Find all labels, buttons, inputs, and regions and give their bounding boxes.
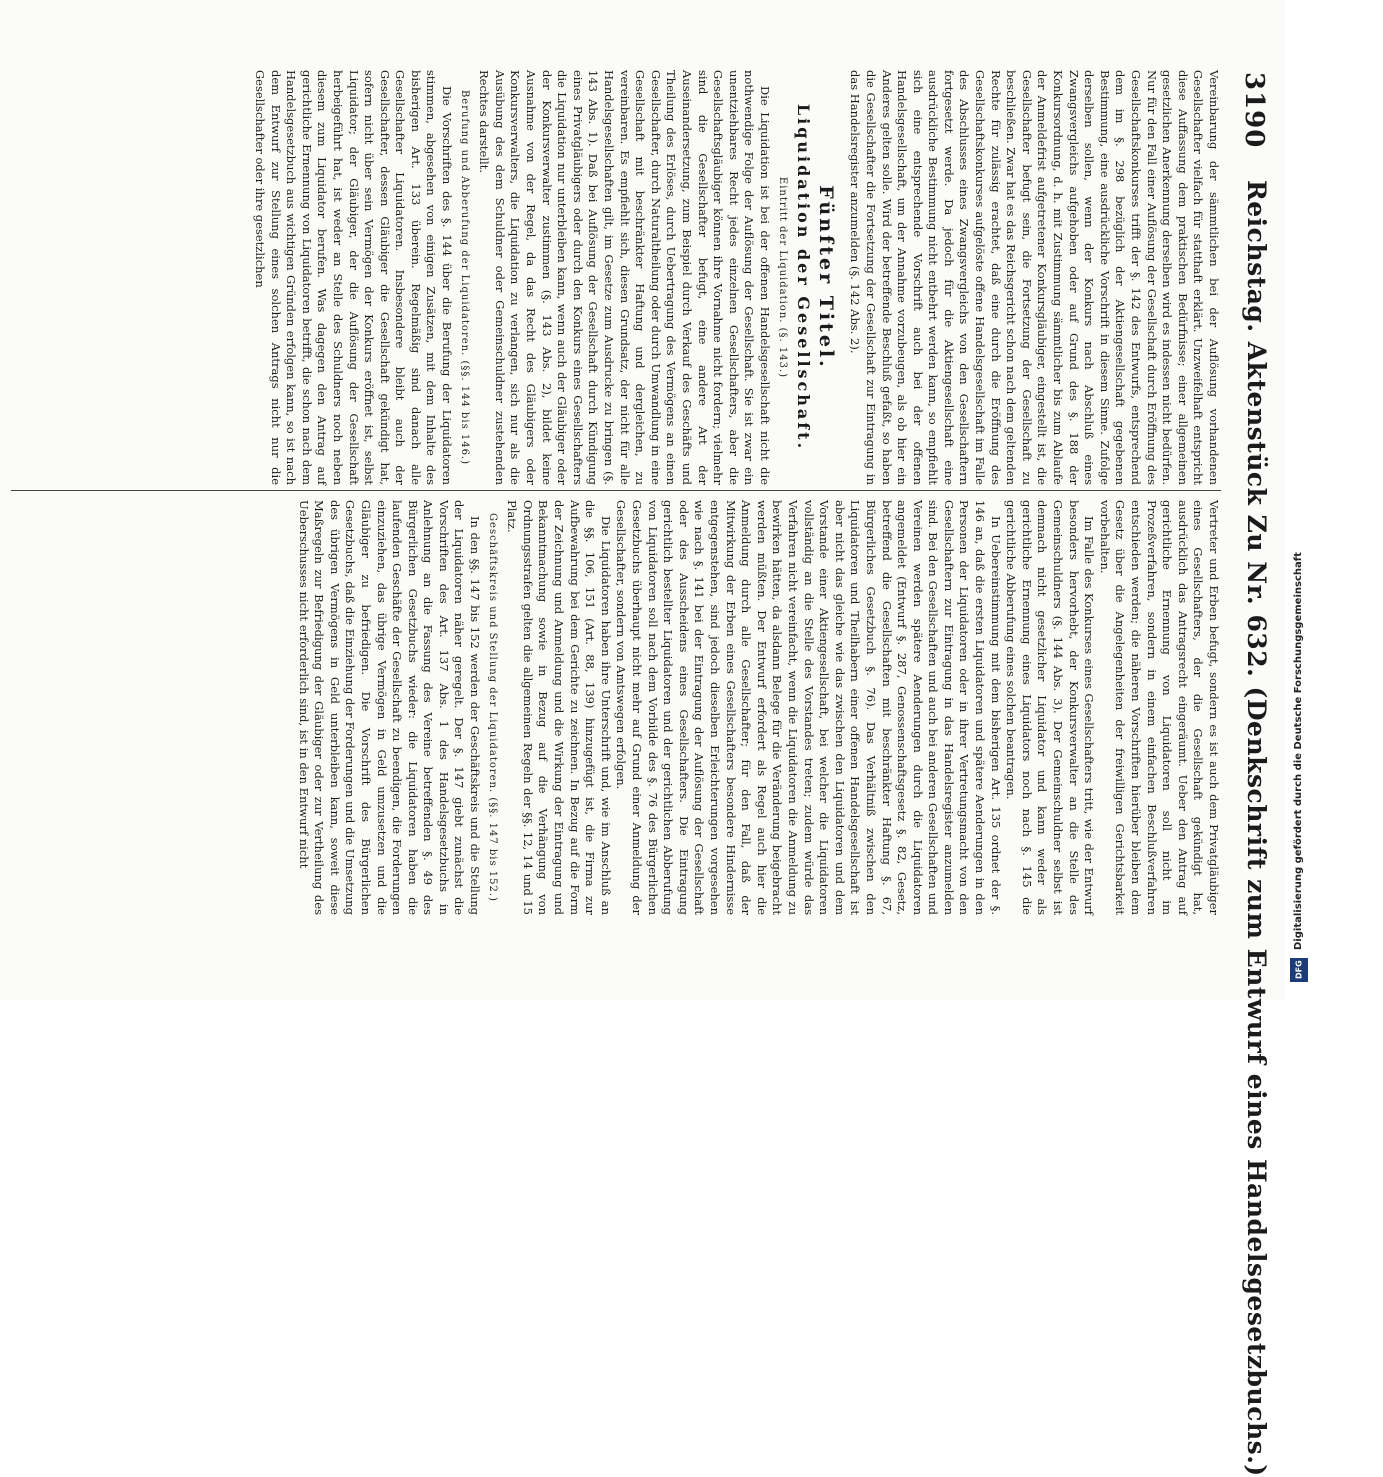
column-divider xyxy=(11,490,1221,491)
subheading: Eintritt der Liquidation. (§. 143.) xyxy=(776,176,788,379)
dfg-logo-icon: DFG xyxy=(1290,958,1308,982)
page-header xyxy=(1225,0,1285,1477)
running-head: Reichstag. Aktenstück Zu Nr. 632. (Denkschrift zum Entwurf eines Handelsgesetzbuchs.) xyxy=(1242,180,1271,1477)
left-column xyxy=(251,70,1221,485)
page-number: 3190 xyxy=(1239,72,1269,149)
subheading: Berufung und Abberufung der Liquidatoren. (§§. 144 bis 146.) xyxy=(458,89,470,466)
subheading: Geschäftskreis und Stellung der Liquidatoren. (§§. 147 bis 152.) xyxy=(486,513,498,902)
right-column xyxy=(295,500,1221,915)
paragraph: Vereinbarung der sämmtlichen bei der Auflösung vorhandenen Gesellschafter vielfach für statthaft erklärt. Unzweifelhaft entspricht diese Auffassung dem praktischen Bedürfnisse; einer allgemeinen gesetzlichen Anerkennung derselben wird es indessen nicht bedürfen. Nur für den Fall einer Auflösung der Gesellschaft durch Eröffnung des Gesellschaftskonkurses trifft der §. 142 des Entwurfs, entsprechend dem im §. 298 bezüglich der Aktiengesellschaft gegebenen Bestimmung, eine ausdrückliche Vorschrift in diesem Sinne. Zufolge derselben sollen, wenn der Konkurs nach Abschluß eines Zwangsvergleichs aufgehoben oder auf Grund des §. 188 der Konkursordnung, d. h. mit Zustimmung sämmtlicher bis zum Ablaufe der Anmeldefrist aufgetretener Konkursgläubiger, eingestellt ist, die Gesellschafter befugt sein, die Fortsetzung der Gesellschaft zu beschließen. Zwar hat es das Reichsgericht schon nach dem geltenden Rechte für zulässig erachtet, daß eine durch die Eröffnung des Gesellschaftskonkurses aufgelöste offene Handelsgesellschaft im Falle des Abschlusses eines Zwangsvergleichs von den Gesellschaftern fortgesetzt werde. Da jedoch für die Aktiengesellschaft eine ausdrückliche Bestimmung nicht entbehrt werden kann, so empfiehlt sich eine entsprechende Vorschrift auch bei der offenen Handelsgesellschaft, um der Annahme vorzubeugen, als ob hier ein Anderes gelten solle. Wird der betreffende Beschluß gefaßt, so haben die Gesellschafter die Fortsetzung der Gesellschaft zur Eintragung in das Handelsregister anzumelden (§. 142 Abs. 2). xyxy=(848,70,1221,485)
digitization-note: Digitalisierung gefördert durch die Deutsche Forschungsgemeinschaft xyxy=(1293,552,1304,950)
section-title: Fünfter Titel. xyxy=(814,185,837,370)
section-subtitle: Liquidation der Gesellschaft. xyxy=(794,103,814,452)
paragraph: In Uebereinstimmung mit dem bisherigen Art. 135 ordnet der §. 146 an, daß die ersten Liquidatoren und spätere Aenderungen in den Personen der Liquidatoren oder in ihrer Vertretungsmacht von den Gesellschaftern zur Eintragung in das Handelsregister anzumelden sind. Bei den Gesellschaften und auch bei anderen Gesellschaften und Vereinen werden spätere Aenderungen durch die Liquidatoren angemeldet (Entwurf §. 287, Genossenschaftsgesetz §. 82, Gesetz, betreffend die Gesellschaften mit beschränkter Haftung §. 67, Bürgerliches Gesetzbuch §. 76). Das Verhältniß zwischen den Liquidatoren und Theilhabern einer offenen Handelsgesellschaft ist aber nicht das gleiche wie das zwischen den Liquidatoren und dem Vorstande einer Aktiengesellschaft, bei welcher die Liquidatoren vollständig an die Stelle des Vorstandes treten; zudem würde das Verfahren nicht vereinfacht, wenn die Liquidatoren die Anmeldung zu bewirken hätten, da alsdann Belege für die Veränderung beigebracht werden müßten. Der Entwurf erfordert als Regel auch hier die Anmeldung durch alle Gesellschafter; für den Fall, daß der Mitwirkung der Erben eines Gesellschafters besondere Hindernisse entgegenstehen, sind jedoch dieselben Erleichterungen vorgesehen wie nach §. 141 bei der Eintragung der Auflösung der Gesellschaft oder des Ausscheidens eines Gesellschafters. Die Eintragung gerichtlich bestellter Liquidatoren und der gerichtlichen Abberufung von Liquidatoren soll nach dem Vorbilde des §. 76 des Bürgerlichen Gesetzbuchs überhaupt nicht mehr auf Grund einer Anmeldung der Gesellschafter, sondern von Amtswegen erfolgen. xyxy=(614,500,1003,915)
paragraph: Die Vorschriften des §. 144 über die Berufung der Liquidatoren stimmen, abgesehen von einigen Zusätzen, mit dem Inhalte des bisherigen Art. 133 überein. Regelmäßig sind danach alle Gesellschafter Liquidatoren. Insbesondere bleibt auch der Gesellschafter, dessen Gläubiger die Gesellschaft gekündigt hat, sofern nicht über sein Vermögen der Konkurs eröffnet ist, selbst Liquidator; der Gläubiger, der die Auflösung der Gesellschaft herbeigeführt hat, ist weder an Stelle des Schuldners noch neben diesem zum Liquidator berufen. Was dagegen den Antrag auf gerichtliche Ernennung von Liquidatoren betrifft, die schon nach dem Handelsgesetzbuch aus wichtigen Gründen erfolgen kann, so ist nach dem Entwurf zur Stellung eines solchen Antrags nicht nur die Gesellschafter oder ihre gesetzlichen xyxy=(252,70,455,485)
paragraph: In den §§. 147 bis 152 werden der Geschäftskreis und die Stellung der Liquidatoren näher geregelt. Der §. 147 giebt zunächst die Vorschriften des Art. 137 Abs. 1 des Handelsgesetzbuchs in Anlehnung an die Fassung des Vereine betreffenden §. 49 des Bürgerlichen Gesetzbuchs wieder: die Liquidatoren haben die laufenden Geschäfte der Gesellschaft zu beendigen, die Forderungen einzuziehen, das übrige Vermögen in Geld umzusetzen und die Gläubiger zu befriedigen. Die Vorschrift des Bürgerlichen Gesetzbuchs, daß die Einziehung der Forderungen und die Umsetzung des übrigen Vermögens in Geld unterbleiben kann, soweit diese Maßregeln zur Befriedigung der Gläubiger oder zur Vertheilung des Ueberschusses nicht erforderlich sind, ist in den Entwurf nicht xyxy=(296,500,483,915)
paragraph: Vertreter und Erben befugt, sondern es ist auch dem Privatgläubiger eines Gesellschafters, der die Gesellschaft gekündigt hat, ausdrücklich das Antragsrecht eingeräumt. Ueber den Antrag auf gerichtliche Ernennung von Liquidatoren soll nicht im Prozeßverfahren, sondern in einem einfachen Beschlußverfahren entschieden werden; die näheren Vorschriften hierüber bleiben dem Gesetz über die Angelegenheiten der freiwilligen Gerichtsbarkeit vorbehalten. xyxy=(1097,500,1221,915)
paragraph: Im Falle des Konkurses eines Gesellschafters tritt, wie der Entwurf besonders hervorhebt, der Konkursverwalter an die Stelle des Gemeinschuldners (§. 144 Abs. 3). Der Gemeinschuldner selbst ist demnach nicht gesetzlicher Liquidator und kann weder als gerichtliche Ernennung eines Liquidators noch nach §. 145 die gerichtliche Abberufung eines solchen beantragen. xyxy=(1004,500,1097,915)
paragraph: Die Liquidation ist bei der offenen Handelsgesellschaft nicht die nothwendige Folge der Auflösung der Gesellschaft. Sie ist zwar ein unentziehbares Recht jedes einzelnen Gesellschafters, aber die Gesellschaftsgläubiger können ihre Vornahme nicht fordern; vielmehr sind die Gesellschafter befugt, eine andere Art der Auseinandersetzung, zum Beispiel durch Verkauf des Geschäfts und Theilung des Erlöses, durch Uebertragung des Vermögens an einen Gesellschafter, durch Naturaltheilung oder durch Umwandlung in eine Gesellschaft mit beschränkter Haftung und dergleichen, zu vereinbaren. Es empfiehlt sich, diesen Grundsatz, der nicht für alle Handelsgesellschaften gilt, im Gesetze zum Ausdrucke zu bringen (§. 143 Abs. 1). Daß bei Auflösung der Gesellschaft durch Kündigung eines Privatgläubigers oder durch den Konkurs eines Gesellschafters die Liquidation nur unterbleiben kann, wenn auch der Gläubiger oder der Konkursverwalter zustimmen (§. 143 Abs. 2), bildet keine Ausnahme von der Regel, da das Recht des Gläubigers oder Konkursverwalters, die Liquidation zu verlangen, sich nur als die Ausübung des dem Schuldner oder Gemeinschuldner zustehenden Rechtes darstellt. xyxy=(477,70,772,485)
paragraph: Die Liquidatoren haben ihre Unterschrift und, wie im Anschluß an die §§. 106, 151 (Art. 88, 139) hinzugefügt ist, die Firma zur Aufbewahrung bei dem Gerichte zu zeichnen. In Bezug auf die Form der Zeichnung und Anmeldung und die Wirkung der Eintragung und Bekanntmachung sowie in Bezug auf die Verhängung von Ordnungsstrafen gelten die allgemeinen Regeln der §§. 12, 14 und 15 Platz. xyxy=(505,500,613,915)
